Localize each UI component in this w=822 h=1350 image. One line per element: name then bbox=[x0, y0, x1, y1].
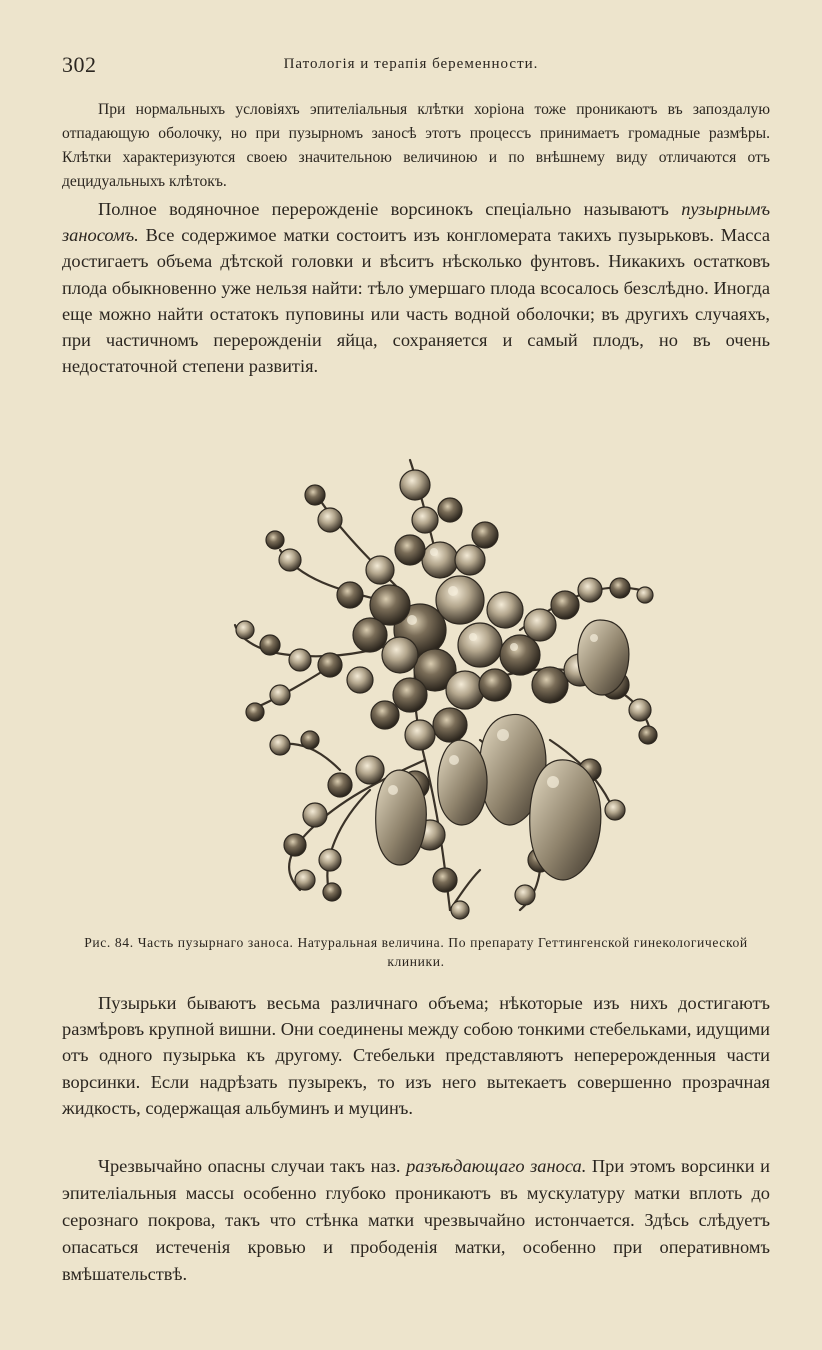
paragraph-text-before: Чрезвычайно опасны случаи такъ наз. bbox=[98, 1156, 407, 1176]
page-number: 302 bbox=[62, 52, 97, 77]
figure-caption bbox=[62, 933, 770, 971]
running-title: Патологія и терапія беременности. bbox=[283, 56, 539, 72]
term-emphasis: разъѣдающаго заноса. bbox=[406, 1156, 587, 1176]
term-emphasis: пузырнымъ заносомъ. bbox=[62, 199, 770, 246]
paragraph-destructive-mole bbox=[62, 1153, 770, 1288]
paragraph-vesicle-size: Пузырьки бываютъ весьма различнаго объема; нѣкоторые изъ нихъ достигаютъ размѣровъ крупной вишни. Они соединены между собою тонкими стебельками, идущими отъ одного пузырька къ другому. Стебельки представляютъ неперерожденныя части ворсинки. Если надрѣзать пузырекъ, то изъ него вытекаетъ совершенно прозрачная жидкость, содержащая альбуминъ и муцинъ. bbox=[62, 993, 770, 1118]
paragraph-hydatidiform-mole bbox=[62, 196, 770, 379]
figure-caption-text: Часть пузырнаго заноса. Натуральная величина. По препарату Геттингенской гинекологической клиники. bbox=[137, 935, 748, 969]
paragraph-epithelial-cells: При нормальныхъ условіяхъ эпителіальныя клѣтки хоріона тоже проникаютъ въ запоздалую отпадающую оболочку, но при пузырномъ заносѣ этотъ процессъ принимаетъ громадные размѣры. Клѣтки характеризуются своею значительною величиною и по внѣшнему виду отличаются отъ децидуальныхъ клѣтокъ. bbox=[62, 101, 770, 190]
paragraph-text-after: Все содержимое матки состоитъ изъ конгломерата такихъ пузырьковъ. Масса достигаетъ объема дѣтской головки и вѣситъ нѣсколько фунтовъ. Никакихъ остатковъ плода обыкновенно уже нельзя найти: тѣло умершаго плода всосалось безслѣдно. Иногда еще можно найти остатокъ пуповины или часть водной оболочки; въ другихъ случаяхъ, при частичномъ перерожденіи яйца, сохраняется и самый плодъ, но въ очень недостаточной степени развитія. bbox=[62, 225, 770, 377]
paragraph-text-before: Полное водяночное перерожденіе ворсинокъ спеціально называютъ bbox=[98, 199, 682, 219]
page-header bbox=[62, 52, 760, 80]
paragraph-text-after: При этомъ ворсинки и эпителіальныя массы особенно глубоко проникаютъ въ мускулатуру матки вплоть до сeрознаго покрова, такъ что стѣнка матки чрезвычайно истончается. Здѣсь слѣдуетъ опасаться истеченія кровью и прободенія матки, особенно при оперативномъ вмѣшательствѣ. bbox=[62, 1156, 770, 1284]
vesicle-cluster-illustration bbox=[220, 440, 660, 930]
figure-caption-label: Рис. 84. bbox=[84, 935, 134, 950]
